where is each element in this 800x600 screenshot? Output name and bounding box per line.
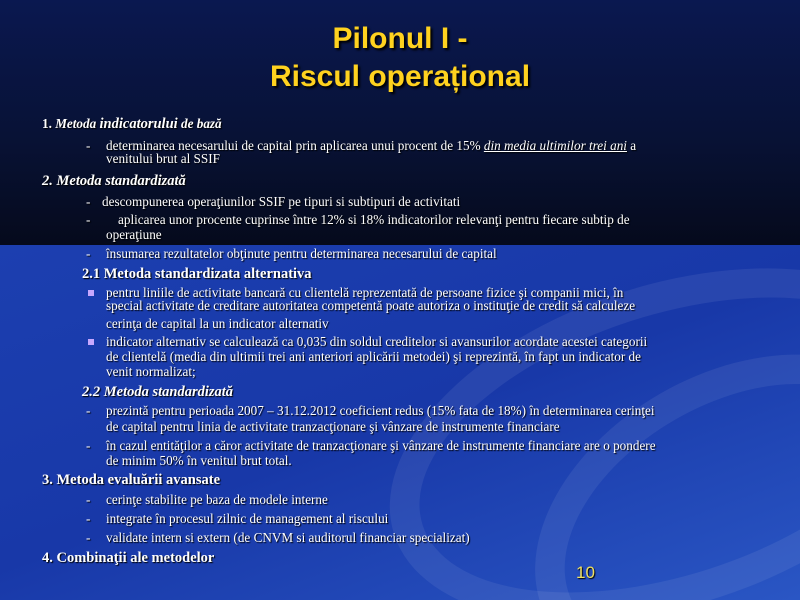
- dash-bullet: -: [86, 492, 91, 507]
- list-item-continuation: de clientelă (media din ultimii trei ani anteriori aplicării metodei) şi reprezintă, în fapt un indicator de: [106, 349, 641, 364]
- section-2-heading: [42, 175, 186, 187]
- list-item-continuation: venitului brut al SSIF: [106, 151, 220, 166]
- section-number: 1.: [42, 116, 52, 131]
- list-item: cerinţe stabilite pe baza de modele interne: [106, 492, 328, 507]
- square-bullet-icon: [88, 290, 94, 296]
- list-item-continuation: de minim 50% în venitul brut total.: [106, 453, 292, 468]
- title-line-1: Pilonul I -: [332, 22, 468, 55]
- list-item: integrate în procesul zilnic de management al riscului: [106, 511, 389, 526]
- dash-bullet: -: [86, 403, 91, 418]
- list-item: prezintă pentru perioada 2007 – 31.12.2012 coeficient redus (15% fata de 18%) în determinarea cerinţei: [106, 403, 655, 418]
- dash-bullet: -: [86, 530, 91, 545]
- dash-bullet: -: [86, 212, 91, 227]
- section-number: 2.: [42, 173, 53, 189]
- list-item-continuation: venit normalizat;: [106, 364, 196, 379]
- section-1-heading: [42, 118, 222, 130]
- dash-bullet: -: [86, 194, 91, 209]
- section-text: indicatorului: [99, 116, 178, 132]
- subsection-2-1-heading: 2.1 Metoda standardizata alternativa: [82, 266, 312, 282]
- title-line-2: Riscul operațional: [269, 60, 531, 93]
- list-item-continuation: de capital pentru linia de activitate tranzacţionare şi vânzare de instrumente financiare: [106, 419, 560, 434]
- list-item: descompunerea operaţiunilor SSIF pe tipuri si subtipuri de activitati: [102, 194, 461, 209]
- list-item-continuation: special activitate de creditare autoritatea competentă poate autoriza o instituţie de credit să calculeze: [106, 298, 636, 313]
- section-text: de bază: [177, 116, 222, 131]
- dash-bullet: -: [86, 511, 91, 526]
- item-emphasis: din media ultimilor trei ani: [483, 138, 627, 153]
- list-item-continuation: operaţiune: [106, 227, 162, 242]
- square-bullet-icon: [88, 339, 94, 345]
- list-item: pentru liniile de activitate bancară cu clientelă reprezentată de persoane fizice şi companii mici, în: [106, 285, 624, 300]
- page-number: 10: [576, 563, 595, 582]
- item-text: determinarea necesarului de capital prin aplicarea unui procent de 15%: [106, 138, 481, 153]
- subsection-2-2-heading: 2.2 Metoda standardizată: [82, 384, 234, 400]
- slide-title: [0, 20, 800, 96]
- list-item: validate intern si extern (de CNVM si auditorul financiar specializat): [106, 530, 470, 545]
- dash-bullet: -: [86, 438, 91, 453]
- section-text: Metoda: [55, 116, 100, 131]
- item-text: a: [630, 138, 637, 153]
- list-item: în cazul entităţilor a căror activitate de tranzacţionare şi vânzare de instrumente financiare are o pondere: [106, 438, 656, 453]
- section-3-heading: 3. Metoda evaluării avansate: [42, 472, 221, 488]
- list-item: aplicarea unor procente cuprinse între 12% si 18% indicatorilor relevanţi pentru fiecare subtip de: [118, 212, 630, 227]
- list-item: însumarea rezultatelor obţinute pentru determinarea necesarului de capital: [106, 246, 497, 261]
- list-item-continuation: cerinţa de capital la un indicator alternativ: [106, 316, 329, 331]
- section-text: Metoda standardizată: [56, 173, 186, 189]
- section-4-heading: 4. Combinaţii ale metodelor: [42, 550, 215, 566]
- dash-bullet: -: [86, 138, 91, 153]
- list-item: indicator alternativ se calculează ca 0,035 din soldul creditelor si avansurilor acordate acestei categorii: [106, 334, 648, 349]
- dash-bullet: -: [86, 246, 91, 261]
